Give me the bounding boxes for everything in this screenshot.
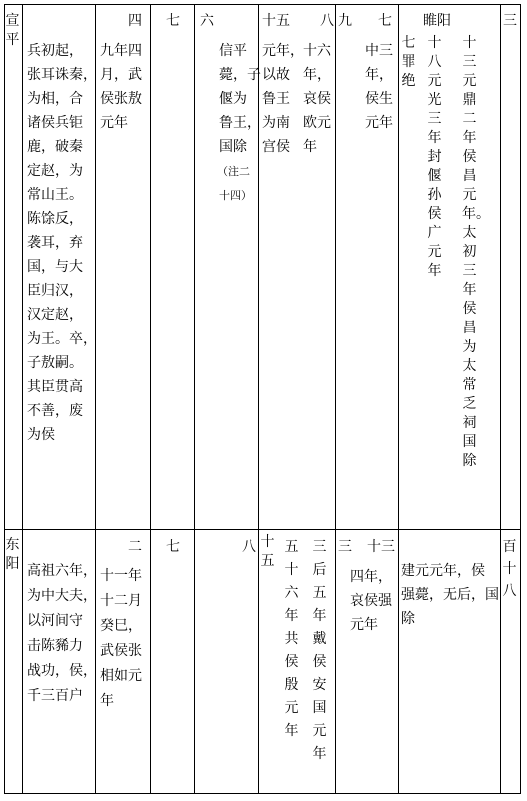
row-divider — [4, 529, 521, 530]
text-line: 十一年 — [100, 568, 142, 584]
text-line: 为侯 — [27, 427, 55, 443]
text-line: 欧元 — [303, 115, 331, 131]
border-top — [4, 4, 521, 5]
text-line: 年 — [100, 693, 114, 709]
vertical-column: 三后五年戴侯安国元年 — [312, 539, 327, 762]
text-line: 千三百户 — [27, 688, 83, 704]
text-line: 癸巳， — [100, 618, 142, 634]
place-name: 睢阳 — [423, 13, 451, 29]
count-number: 九 — [338, 13, 352, 29]
vertical-column: 十五 — [260, 534, 275, 569]
text-line: 张耳诛秦， — [27, 67, 97, 83]
text-line: 九年四 — [100, 43, 142, 59]
text-line: 哀侯 — [303, 91, 331, 107]
count-number: 十五 — [262, 13, 290, 29]
vertical-column: 五十六年共侯殷元年 — [284, 539, 299, 739]
border-bottom — [4, 793, 521, 794]
text-line: 建元元年，侯 — [401, 563, 485, 579]
fief-name: 东阳 — [5, 537, 20, 572]
count-number: 十三 — [367, 539, 395, 555]
count-number: 四 — [128, 13, 142, 29]
text-line: 武侯张 — [100, 643, 142, 659]
col-divider — [500, 4, 501, 794]
text-line: 为中大夫， — [27, 588, 97, 604]
col-divider — [150, 4, 151, 794]
text-line: 兵初起， — [27, 43, 83, 59]
vertical-column: 七罪绝 — [401, 35, 416, 89]
count-number: 七 — [166, 539, 180, 555]
annotation-note: 十四） — [219, 189, 252, 202]
text-line: 其臣贯高 — [27, 379, 83, 395]
text-line: 元年 — [365, 115, 393, 131]
text-line: 哀侯强 — [350, 593, 392, 609]
text-line: 鹿，破秦 — [27, 139, 83, 155]
text-line: 侯生 — [365, 91, 393, 107]
text-line: 强薨，无后，国 — [401, 587, 499, 603]
col-divider — [398, 4, 399, 794]
text-line: 高祖六年， — [27, 563, 97, 579]
border-right — [520, 4, 521, 794]
col-divider — [22, 4, 23, 794]
text-line: 定赵，为 — [27, 163, 83, 179]
text-line: 年 — [303, 139, 317, 155]
text-line: 击陈豨力 — [27, 638, 83, 654]
count-number: 三 — [338, 539, 352, 555]
text-line: 国，与大 — [27, 259, 83, 275]
text-line: 偃为 — [219, 91, 247, 107]
vertical-column: 十八元光三年封偃孙侯广元年 — [427, 35, 442, 279]
text-line: 年， — [303, 67, 331, 83]
count-number: 八 — [320, 13, 334, 29]
text-line: 宫侯 — [262, 139, 290, 155]
text-line: 相如元 — [100, 668, 142, 684]
text-line: 常山王。 — [27, 187, 83, 203]
text-line: 以河间守 — [27, 613, 83, 629]
text-line: 鲁王 — [262, 91, 290, 107]
text-line: 战功，侯， — [27, 663, 97, 679]
text-line: 子敖嗣。 — [27, 355, 83, 371]
text-line: 汉定赵， — [27, 307, 83, 323]
text-line: 十二月 — [100, 593, 142, 609]
text-line: 诸侯兵钜 — [27, 115, 83, 131]
text-line: 元年 — [350, 617, 378, 633]
text-line: 中三 — [365, 43, 393, 59]
text-line: 元年 — [100, 115, 128, 131]
count-number: 六 — [200, 13, 214, 29]
count-number: 七 — [166, 13, 180, 29]
text-line: 信平 — [219, 43, 247, 59]
text-line: 鲁王， — [219, 115, 261, 131]
text-line: 十六 — [303, 43, 331, 59]
text-line: 为王。卒， — [27, 331, 97, 347]
count-number: 二 — [128, 539, 142, 555]
vertical-column: 十三元鼎二年侯昌元年。太初三年侯昌为太常乏祠国除 — [462, 35, 490, 469]
count-number: 八 — [242, 539, 256, 555]
text-line: 侯张敖 — [100, 91, 142, 107]
text-line: 元年， — [262, 43, 304, 59]
text-line: 陈馀反， — [27, 211, 83, 227]
text-line: 为南 — [262, 115, 290, 131]
text-line: 月，武 — [100, 67, 142, 83]
text-line: 为相，合 — [27, 91, 83, 107]
col-divider — [335, 4, 336, 794]
text-line: 以故 — [262, 67, 290, 83]
border-left — [4, 4, 5, 794]
count-number: 三 — [503, 13, 517, 29]
vertical-column: 百十八 — [502, 539, 517, 599]
text-line: 四年， — [350, 569, 392, 585]
text-line: 年， — [365, 67, 393, 83]
col-divider — [194, 4, 195, 794]
text-line: 袭耳，弃 — [27, 235, 83, 251]
text-line: 国除 — [219, 139, 247, 155]
fief-name: 宣平 — [5, 13, 20, 48]
text-line: 薨，子 — [219, 67, 261, 83]
annotation-note: （注二 — [217, 165, 250, 178]
text-line: 除 — [401, 611, 415, 627]
text-line: 不善，废 — [27, 403, 83, 419]
text-line: 臣归汉， — [27, 283, 83, 299]
count-number: 七 — [378, 13, 392, 29]
